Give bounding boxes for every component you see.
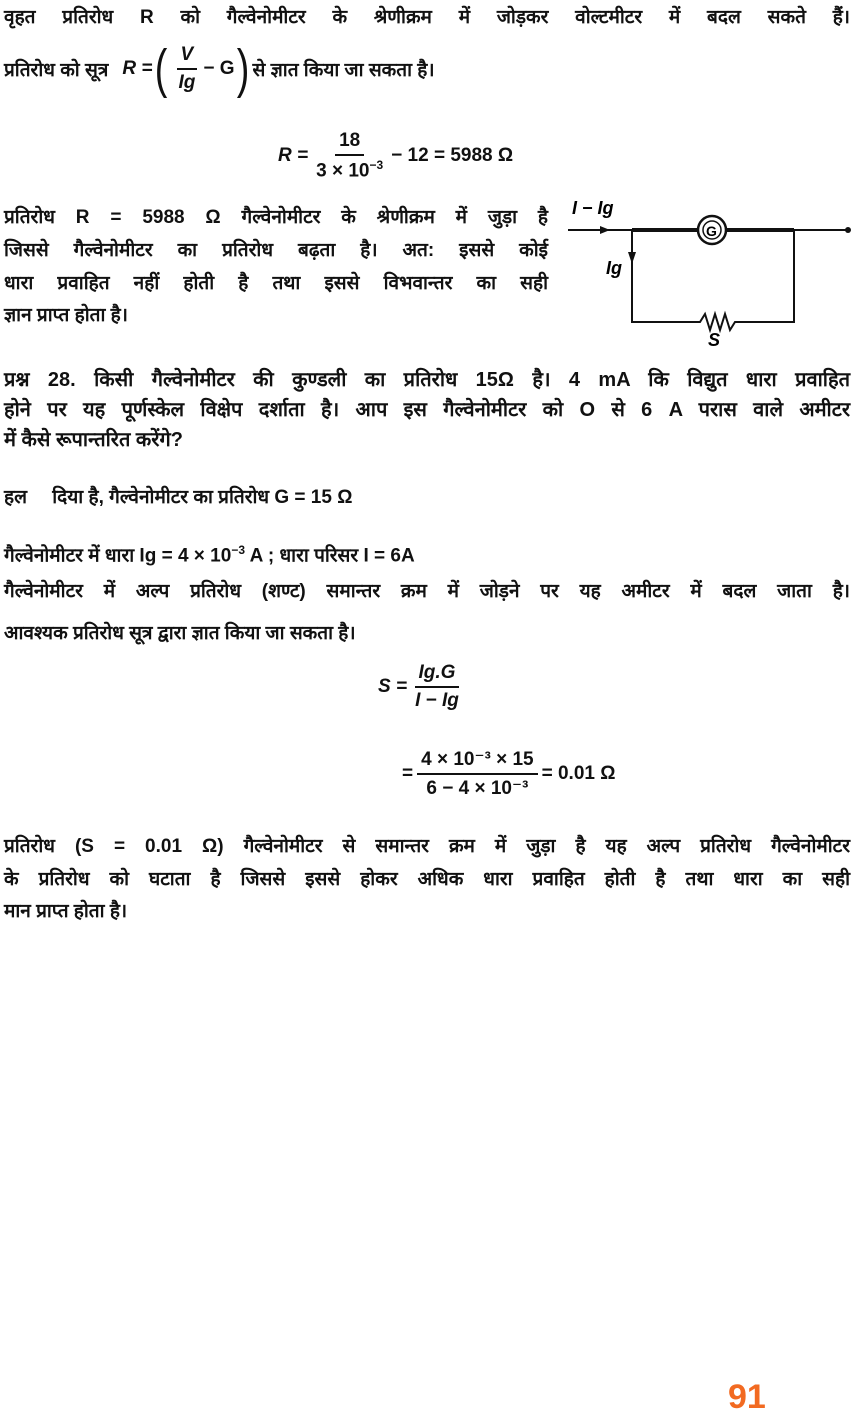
label-I-minus-Ig: I − Ig: [572, 198, 614, 218]
arrow-down-icon: [628, 252, 636, 264]
page-number: 91: [728, 1378, 766, 1416]
solution-line: गैल्वेनोमीटर में अल्प प्रतिरोध (शण्ट) समान्तर क्रम में जोड़ने पर यह अमीटर में बदल जाता है।: [4, 581, 850, 602]
calc-R: [278, 130, 513, 182]
formula-lhs: S =: [378, 676, 408, 697]
right-paren: ): [237, 39, 250, 99]
solution-line: आवश्यक प्रतिरोध सूत्र द्वारा ज्ञात किया जा सकता है।: [4, 623, 356, 644]
given-text: दिया है, गैल्वेनोमीटर का प्रतिरोध G = 15 Ω: [52, 487, 353, 508]
calc-fraction: [312, 130, 387, 182]
denominator: [312, 156, 387, 182]
galvanometer-label: G: [706, 223, 717, 239]
minus-G: − G: [203, 58, 235, 79]
terminal: [845, 227, 851, 233]
conclusion-line: मान प्राप्त होता है।: [4, 901, 128, 922]
formula-suffix: से ज्ञात किया जा सकता है।: [252, 60, 435, 81]
conclusion-line: के प्रतिरोध को घटाता है जिससे इससे होकर अधिक धारा प्रवाहित होती है तथा धारा का सही: [4, 869, 850, 890]
numerator: V: [177, 44, 198, 70]
left-paren: (: [155, 39, 168, 99]
calc-lhs: R =: [278, 145, 309, 167]
calc-result: − 12 = 5988 Ω: [391, 145, 514, 167]
question-line: में कैसे रूपान्तरित करेंगे?: [4, 429, 183, 451]
formula-S: [378, 662, 467, 712]
question-line: होने पर यह पूर्णस्केल विक्षेप दर्शाता है। आप इस गैल्वेनोमीटर को O से 6 A परास वाले अमीटर: [4, 399, 850, 421]
numerator: 4 × 10⁻³ × 15: [417, 748, 538, 775]
numerator: Ig.G: [415, 662, 460, 688]
formula-lhs: R =: [122, 58, 153, 79]
denominator: 6 − 4 × 10⁻³: [426, 778, 529, 799]
formula-R-general: [4, 39, 435, 99]
formula-S-value: [402, 748, 615, 800]
conclusion-line: प्रतिरोध (S = 0.01 Ω) गैल्वेनोमीटर से समान्तर क्रम में जुड़ा है यह अल्प प्रतिरोध गैल्वेनोमीटर: [4, 836, 850, 857]
para-line: प्रतिरोध R = 5988 Ω गैल्वेनोमीटर के श्रेणीक्रम में जुड़ा है: [4, 207, 548, 228]
solution-current: [4, 538, 415, 568]
fraction: [417, 748, 538, 800]
den-base: 3 × 10: [316, 160, 370, 182]
formula-label: प्रतिरोध को सूत्र: [4, 60, 109, 81]
current-text: गैल्वेनोमीटर में धारा Ig = 4 × 10: [4, 545, 232, 567]
label-Ig: Ig: [606, 258, 622, 278]
current-exp: −3: [231, 543, 246, 557]
para-line: धारा प्रवाहित नहीं होती है तथा इससे विभवान्तर का सही: [4, 273, 548, 294]
solution-label: हल: [4, 487, 27, 508]
fraction-V-over-Ig: [174, 44, 199, 94]
denominator: I − Ig: [415, 690, 459, 711]
arrow-in-icon: [600, 226, 610, 234]
label-S: S: [708, 330, 721, 350]
para-line: ज्ञान प्राप्त होता है।: [4, 305, 128, 326]
fraction: [411, 662, 463, 712]
current-range: A ; धारा परिसर I = 6A: [245, 545, 415, 567]
denominator: Ig: [178, 72, 196, 93]
den-exp: −3: [369, 158, 384, 172]
solution-given: [4, 486, 352, 510]
shunt-circuit-diagram: [560, 190, 854, 350]
result: = 0.01 Ω: [541, 763, 616, 784]
question-line: प्रश्न 28. किसी गैल्वेनोमीटर की कुण्डली का प्रतिरोध 15Ω है। 4 mA कि विद्युत धारा प्रवाहित: [4, 369, 850, 391]
intro-line-1: वृहत प्रतिरोध R को गैल्वेनोमीटर के श्रेणीक्रम में जोड़कर वोल्टमीटर में बदल सकते हैं।: [4, 7, 850, 28]
numerator: 18: [335, 130, 364, 156]
para-line: जिससे गैल्वेनोमीटर का प्रतिरोध बढ़ता है। अत: इससे कोई: [4, 240, 548, 261]
equals: =: [402, 763, 414, 784]
